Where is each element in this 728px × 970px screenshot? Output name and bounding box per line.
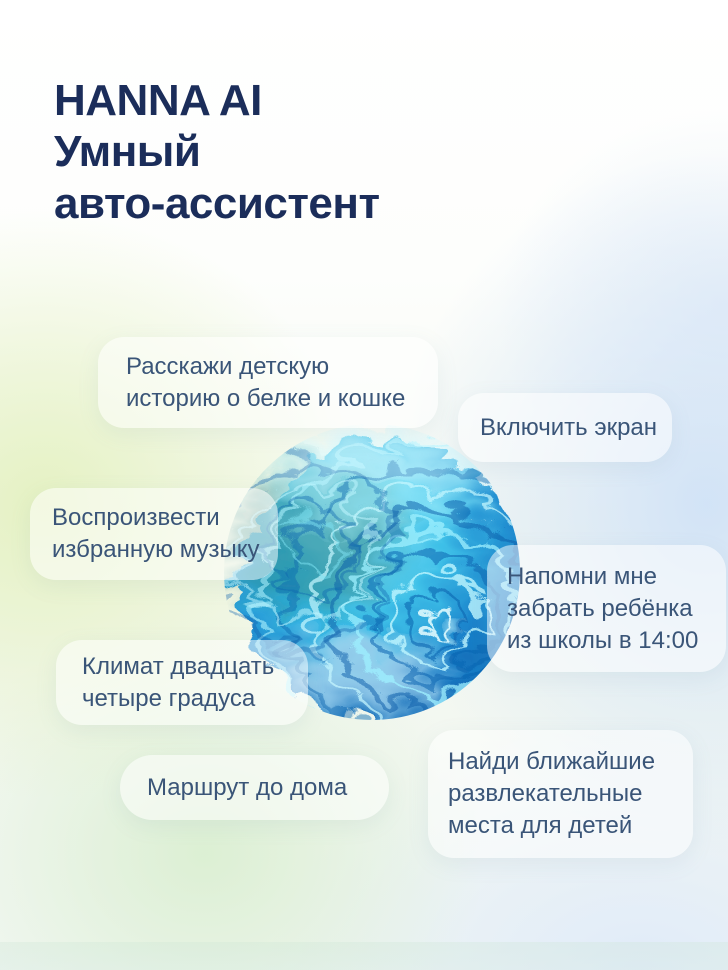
bubble-line: Климат двадцать [82,652,275,680]
bubble-line: Включить экран [480,413,658,441]
bubble-line: Маршрут до дома [147,773,348,801]
bubble-line: забрать ребёнка [507,594,693,622]
voice-command-bubble-places [428,730,693,858]
bubble-line: четыре градуса [82,684,256,712]
bubble-line: из школы в 14:00 [507,626,699,654]
voice-command-bubble-climate [56,640,308,725]
page-title [54,76,380,230]
title-subtitle-line1: Умный [54,127,201,176]
bubble-line: развлекательные [448,780,643,807]
bubble-line: избранную музыку [52,536,260,563]
bubble-line: Найди ближайшие [448,748,656,775]
title-subtitle-line2: авто-ассистент [54,179,380,228]
bubble-line: Воспроизвести [52,504,220,531]
voice-command-bubble-reminder [487,545,726,672]
voice-command-bubble-screen [458,393,672,462]
voice-command-bubble-music [30,488,278,580]
bubble-line: Расскажи детскую [126,352,330,380]
voice-command-bubble-route [120,755,389,820]
bubble-line: историю о белке и кошке [126,384,406,412]
voice-command-bubble-story [98,337,438,428]
bubble-line: места для детей [448,812,633,839]
bubble-line: Напомни мне [507,562,657,590]
title-brand: HANNA AI [54,76,262,125]
bottom-gradient-band [0,942,728,970]
